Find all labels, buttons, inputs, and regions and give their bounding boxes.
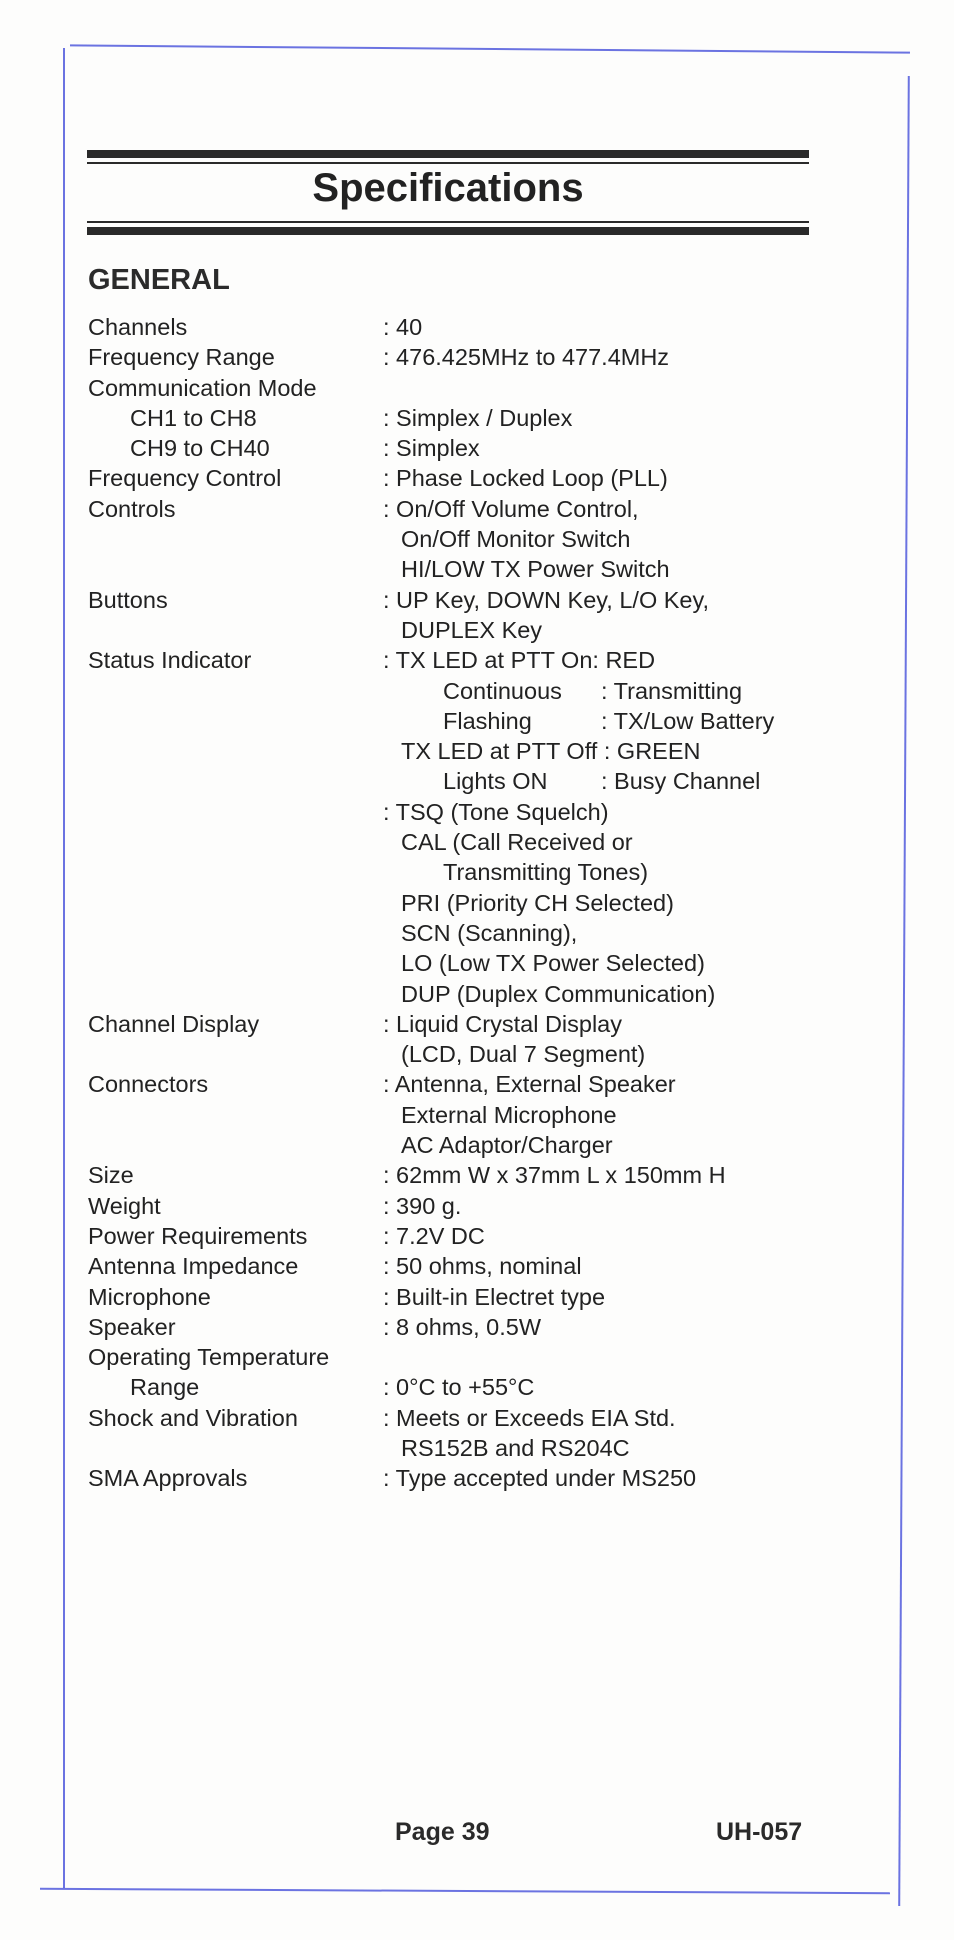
spec-value: : Phase Locked Loop (PLL) bbox=[383, 465, 668, 492]
spec-row bbox=[88, 342, 848, 372]
spec-row bbox=[88, 857, 848, 887]
spec-value: : 50 ohms, nominal bbox=[383, 1253, 582, 1280]
spec-value: PRI (Priority CH Selected) bbox=[401, 889, 674, 916]
spec-row bbox=[88, 1251, 848, 1281]
spec-label bbox=[88, 706, 383, 736]
spec-value bbox=[383, 1342, 848, 1372]
spec-value: : Type accepted under MS250 bbox=[383, 1465, 697, 1492]
spec-label: Speaker bbox=[88, 1313, 176, 1340]
spec-row bbox=[88, 706, 848, 736]
spec-row bbox=[88, 766, 848, 796]
spec-value: DUPLEX Key bbox=[401, 616, 543, 643]
spec-label bbox=[88, 1433, 383, 1463]
spec-row bbox=[88, 494, 848, 524]
spec-label: Controls bbox=[88, 495, 176, 522]
spec-row bbox=[88, 1160, 848, 1190]
spec-row bbox=[88, 524, 848, 554]
spec-value: External Microphone bbox=[401, 1101, 617, 1128]
spec-label: Channels bbox=[88, 314, 188, 340]
spec-label: Operating Temperature bbox=[88, 1344, 330, 1371]
spec-label bbox=[88, 888, 383, 918]
spec-row bbox=[88, 948, 848, 978]
border-line-top bbox=[70, 44, 910, 53]
spec-value: (LCD, Dual 7 Segment) bbox=[401, 1041, 646, 1068]
spec-row bbox=[88, 888, 848, 918]
title-rule-top-thin bbox=[87, 162, 809, 164]
spec-value: : 7.2V DC bbox=[383, 1222, 485, 1249]
spec-label bbox=[88, 797, 383, 827]
spec-label bbox=[88, 676, 383, 706]
spec-row bbox=[88, 1282, 848, 1312]
spec-value: AC Adaptor/Charger bbox=[401, 1132, 613, 1159]
spec-label: Shock and Vibration bbox=[88, 1404, 298, 1431]
spec-row bbox=[88, 1009, 848, 1039]
spec-row bbox=[88, 1191, 848, 1221]
spec-row bbox=[88, 1069, 848, 1099]
spec-label bbox=[88, 554, 383, 584]
spec-row bbox=[88, 403, 848, 433]
spec-label bbox=[88, 1130, 383, 1160]
spec-value: : 8 ohms, 0.5W bbox=[383, 1313, 542, 1340]
spec-label bbox=[88, 766, 383, 796]
spec-value: DUP (Duplex Communication) bbox=[401, 980, 716, 1007]
spec-value: : 0°C to +55°C bbox=[383, 1374, 535, 1401]
spec-row bbox=[88, 797, 848, 827]
spec-label bbox=[88, 1039, 383, 1069]
spec-row bbox=[88, 463, 848, 493]
spec-label: Frequency Control bbox=[88, 465, 282, 492]
spec-value: : UP Key, DOWN Key, L/O Key, bbox=[383, 586, 710, 613]
spec-value: CAL (Call Received or bbox=[401, 829, 633, 856]
spec-value: : Liquid Crystal Display bbox=[383, 1010, 623, 1037]
spec-value: : 62mm W x 37mm L x 150mm H bbox=[383, 1162, 726, 1189]
spec-label: Frequency Range bbox=[88, 344, 275, 371]
spec-value: LO (Low TX Power Selected) bbox=[401, 950, 705, 977]
spec-label: Buttons bbox=[88, 586, 168, 613]
spec-label: SMA Approvals bbox=[88, 1465, 248, 1492]
spec-row bbox=[88, 585, 848, 615]
spec-value: : Antenna, External Speaker bbox=[383, 1071, 676, 1098]
spec-row bbox=[88, 1342, 848, 1372]
spec-row bbox=[88, 1433, 848, 1463]
spec-value: : 40 bbox=[383, 314, 423, 340]
model-number: UH-057 bbox=[716, 1818, 803, 1846]
spec-value: Lights ON : Busy Channel bbox=[443, 768, 761, 795]
spec-value bbox=[383, 373, 848, 403]
spec-label: Antenna Impedance bbox=[88, 1253, 299, 1280]
spec-row bbox=[88, 1312, 848, 1342]
spec-value: : TX LED at PTT On: RED bbox=[383, 647, 656, 674]
spec-value: : 390 g. bbox=[383, 1192, 462, 1219]
spec-label bbox=[88, 948, 383, 978]
spec-value: : 476.425MHz to 477.4MHz bbox=[383, 344, 670, 371]
spec-label: CH1 to CH8 bbox=[130, 404, 257, 431]
spec-row bbox=[88, 1100, 848, 1130]
spec-label: CH9 to CH40 bbox=[130, 435, 270, 462]
spec-value: On/Off Monitor Switch bbox=[401, 526, 631, 553]
spec-list bbox=[88, 312, 848, 1494]
spec-value: RS152B and RS204C bbox=[401, 1434, 630, 1461]
spec-row bbox=[88, 979, 848, 1009]
spec-label: Channel Display bbox=[88, 1010, 260, 1037]
spec-row bbox=[88, 645, 848, 675]
spec-label bbox=[88, 857, 383, 887]
spec-row bbox=[88, 827, 848, 857]
border-line-bottom bbox=[40, 1888, 890, 1894]
spec-value: : Meets or Exceeds EIA Std. bbox=[383, 1404, 676, 1431]
spec-label: Weight bbox=[88, 1192, 161, 1219]
spec-label bbox=[88, 736, 383, 766]
spec-value: TX LED at PTT Off : GREEN bbox=[401, 738, 701, 765]
spec-label bbox=[88, 1100, 383, 1130]
spec-row bbox=[88, 1221, 848, 1251]
spec-row bbox=[88, 1039, 848, 1069]
spec-value: Flashing : TX/Low Battery bbox=[443, 707, 775, 734]
spec-row bbox=[88, 1403, 848, 1433]
spec-value: SCN (Scanning), bbox=[401, 919, 578, 946]
spec-row bbox=[88, 615, 848, 645]
spec-value: HI/LOW TX Power Switch bbox=[401, 556, 670, 583]
spec-label: Connectors bbox=[88, 1071, 209, 1098]
spec-row bbox=[88, 676, 848, 706]
border-line-right bbox=[898, 76, 910, 1906]
spec-label: Microphone bbox=[88, 1283, 211, 1310]
spec-label: Communication Mode bbox=[88, 374, 317, 401]
spec-value: Continuous : Transmitting bbox=[443, 677, 743, 704]
spec-row bbox=[88, 373, 848, 403]
title-rule-bottom-thin bbox=[87, 221, 809, 223]
spec-row bbox=[88, 312, 848, 342]
spec-row bbox=[88, 1372, 848, 1402]
spec-label: Status Indicator bbox=[88, 647, 252, 674]
spec-row bbox=[88, 736, 848, 766]
title-rule-top-thick bbox=[87, 150, 809, 158]
title-rule-bottom-thick bbox=[87, 227, 809, 235]
section-heading: GENERAL bbox=[88, 264, 230, 296]
border-line-left bbox=[63, 48, 65, 1888]
spec-row bbox=[88, 918, 848, 948]
spec-label: Size bbox=[88, 1162, 134, 1189]
spec-row bbox=[88, 1130, 848, 1160]
page-number: Page 39 bbox=[395, 1818, 490, 1846]
spec-label: Power Requirements bbox=[88, 1222, 308, 1249]
spec-label bbox=[88, 979, 383, 1009]
spec-row bbox=[88, 433, 848, 463]
spec-value: Transmitting Tones) bbox=[443, 859, 649, 886]
page-title: Specifications bbox=[312, 166, 584, 210]
spec-row bbox=[88, 1463, 848, 1493]
spec-label: Range bbox=[130, 1374, 200, 1401]
spec-row bbox=[88, 554, 848, 584]
spec-label bbox=[88, 615, 383, 645]
spec-label bbox=[88, 918, 383, 948]
spec-value: : TSQ (Tone Squelch) bbox=[383, 798, 609, 825]
spec-label bbox=[88, 827, 383, 857]
spec-value: : On/Off Volume Control, bbox=[383, 495, 639, 522]
spec-value: : Simplex / Duplex bbox=[383, 404, 573, 431]
spec-value: : Simplex bbox=[383, 435, 480, 462]
spec-label bbox=[88, 524, 383, 554]
spec-value: : Built-in Electret type bbox=[383, 1283, 606, 1310]
